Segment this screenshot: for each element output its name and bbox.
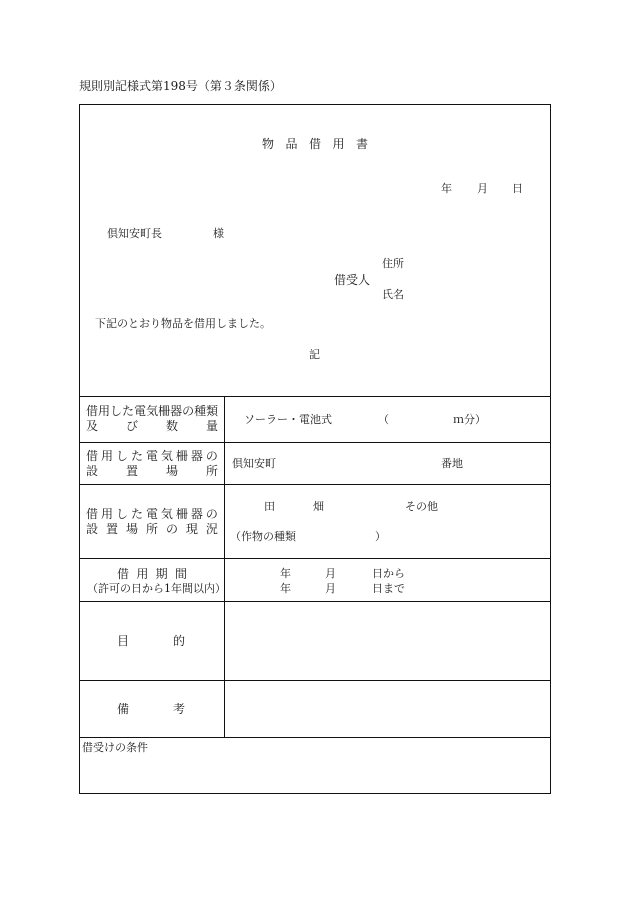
label-char: 器 — [170, 404, 183, 418]
location-label-line2 — [86, 465, 218, 477]
equipment-type-value: ソーラー・電池式 — [244, 413, 332, 426]
label-char: 気 — [146, 404, 159, 418]
condition-upland: 畑 — [313, 500, 324, 513]
label-char: 電 — [145, 449, 158, 463]
name-label: 氏名 — [382, 288, 404, 301]
date-month: 月 — [477, 182, 488, 195]
period-from-day: 日から — [372, 567, 405, 580]
label-char: た — [130, 449, 143, 463]
label-char: し — [110, 404, 123, 418]
equipment-unit: ｍ分） — [453, 413, 486, 426]
address-label: 住所 — [382, 257, 404, 270]
condition-label-line1 — [86, 508, 218, 520]
label-char: 借 — [86, 449, 99, 463]
label-char: 器 — [190, 507, 203, 521]
location-label — [86, 450, 218, 480]
label-char: 量 — [205, 419, 218, 433]
label-char: 的 — [172, 634, 185, 648]
label-char: 考 — [172, 702, 185, 716]
addressee: 倶知安町長 — [107, 227, 162, 240]
label-char: 柵 — [158, 404, 171, 418]
label-char: 場 — [125, 522, 138, 536]
conditions-label: 借受けの条件 — [82, 741, 148, 754]
condition-other: その他 — [405, 500, 438, 513]
location-town: 倶知安町 — [232, 457, 276, 470]
label-char: 類 — [206, 404, 219, 418]
label-char: 用 — [98, 404, 111, 418]
label-char: 借 — [86, 404, 99, 418]
label-char: 柵 — [175, 449, 188, 463]
title-char: 品 — [285, 137, 298, 151]
period-to-day: 日まで — [372, 582, 405, 595]
date-day: 日 — [512, 182, 523, 195]
period-from-year: 年 — [280, 567, 291, 580]
label-char: 所 — [145, 522, 158, 536]
label-char: た — [130, 507, 143, 521]
title-char: 用 — [332, 137, 345, 151]
label-char: 備 — [117, 702, 130, 716]
label-char: 期 — [155, 567, 168, 581]
equipment-paren-open: （ — [378, 413, 389, 426]
period-to-month: 月 — [325, 582, 336, 595]
period-from-month: 月 — [325, 567, 336, 580]
document-title — [262, 138, 368, 150]
title-char: 書 — [355, 137, 368, 151]
label-char: し — [115, 507, 128, 521]
label-char: 設 — [86, 464, 99, 478]
label-char: 用 — [136, 567, 149, 581]
label-char: の — [182, 404, 195, 418]
label-char: 置 — [105, 522, 118, 536]
form-reference: 規則別記様式第198号（第３条関係） — [79, 79, 282, 93]
location-lot: 番地 — [441, 457, 463, 470]
purpose-label — [117, 635, 185, 647]
equipment-label — [86, 405, 218, 435]
divider-header — [79, 396, 551, 397]
title-char: 物 — [262, 137, 275, 151]
label-char: 数 — [165, 419, 178, 433]
location-label-line1 — [86, 450, 218, 462]
label-char: 現 — [185, 522, 198, 536]
honorific: 様 — [213, 227, 224, 240]
ki-mark: 記 — [309, 348, 320, 361]
divider-row-5 — [79, 680, 551, 681]
label-char: 設 — [86, 522, 99, 536]
label-char: 電 — [145, 507, 158, 521]
equipment-label-line2 — [86, 420, 218, 432]
borrower-label: 借受人 — [334, 273, 371, 287]
condition-label — [86, 508, 218, 538]
divider-row-6 — [79, 737, 551, 738]
label-char: の — [165, 522, 178, 536]
label-char: の — [205, 449, 218, 463]
label-char: 柵 — [175, 507, 188, 521]
label-char: 及 — [86, 419, 99, 433]
label-char: し — [115, 449, 128, 463]
label-char: 借 — [86, 507, 99, 521]
remarks-label — [117, 703, 185, 715]
period-note: （許可の日から1年間以内） — [87, 582, 226, 595]
label-char: 場 — [165, 464, 178, 478]
divider-row-1 — [79, 442, 551, 443]
label-char: 目 — [117, 634, 130, 648]
label-char: 借 — [117, 567, 130, 581]
label-char: 用 — [100, 507, 113, 521]
label-char: 用 — [100, 449, 113, 463]
label-char: 置 — [125, 464, 138, 478]
crop-type-label: （作物の種類 — [230, 530, 296, 543]
label-char: の — [205, 507, 218, 521]
label-char: 器 — [190, 449, 203, 463]
title-char: 借 — [308, 137, 321, 151]
label-char: 気 — [160, 507, 173, 521]
period-to-year: 年 — [280, 582, 291, 595]
label-char: 所 — [205, 464, 218, 478]
label-char: 気 — [160, 449, 173, 463]
statement: 下記のとおり物品を借用しました。 — [95, 317, 271, 330]
label-char: び — [125, 419, 138, 433]
condition-field: 田 — [264, 500, 275, 513]
date-year: 年 — [441, 182, 452, 195]
condition-label-line2 — [86, 523, 218, 535]
crop-type-close: ） — [375, 530, 386, 543]
divider-row-3 — [79, 558, 551, 559]
label-char: 況 — [205, 522, 218, 536]
column-divider — [224, 396, 225, 737]
label-char: 間 — [174, 567, 187, 581]
period-label — [117, 568, 187, 580]
divider-row-4 — [79, 601, 551, 602]
equipment-label-line1 — [86, 405, 218, 417]
label-char: 種 — [194, 404, 207, 418]
label-char: た — [122, 404, 135, 418]
divider-row-2 — [79, 484, 551, 485]
label-char: 電 — [134, 404, 147, 418]
